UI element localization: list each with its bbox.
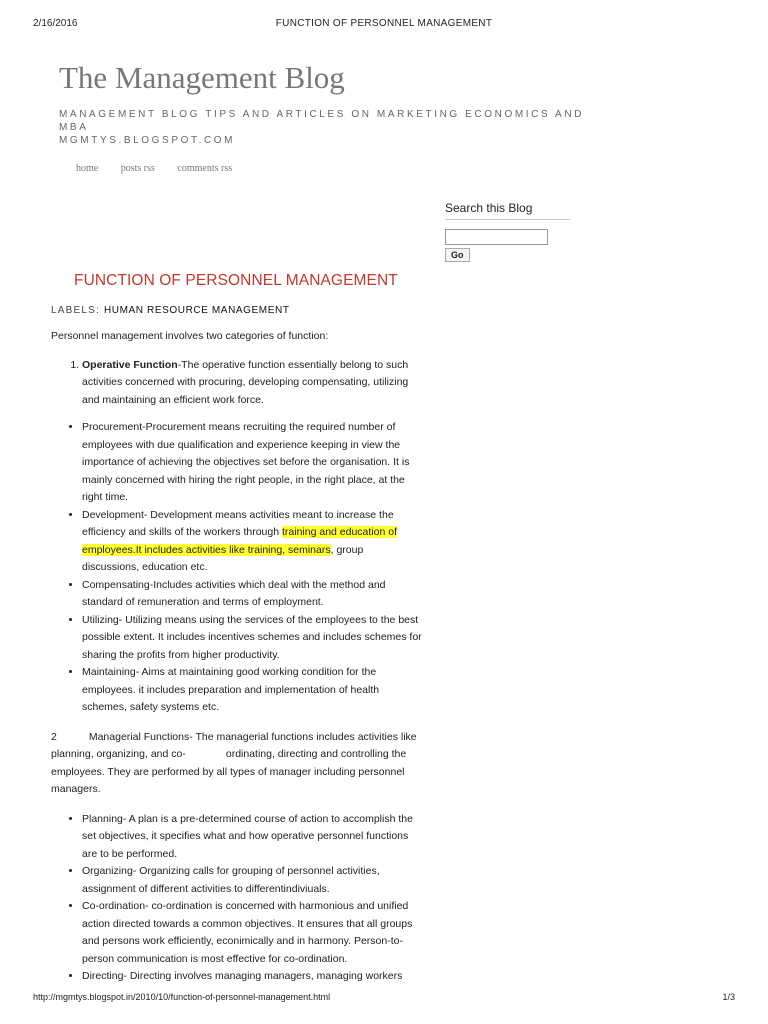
blog-description-line2: MGMTYS.BLOGSPOT.COM (59, 135, 236, 146)
blog-description-line1: MANAGEMENT BLOG TIPS AND ARTICLES ON MARKETING ECONOMICS AND MBA (59, 109, 584, 133)
search-widget-title: Search this Blog (445, 201, 570, 220)
blog-title[interactable]: The Management Blog (59, 60, 345, 95)
post-intro: Personnel management involves two categories of function: (51, 330, 329, 342)
managerial-subitems (51, 811, 423, 986)
print-header-title: FUNCTION OF PERSONNEL MANAGEMENT (275, 18, 493, 29)
sidebar (445, 201, 570, 263)
operative-list (51, 357, 423, 410)
list-item-planning: • Planning- A plan is a pre-determined course of action to accomplish the set objectives, it specifies what and how operative personnel functions are to be performed. (82, 811, 423, 864)
post-body (51, 328, 423, 986)
list-item-directing: • Directing- Directing involves managing managers, managing workers (82, 968, 423, 986)
list-item-development (82, 507, 423, 577)
print-page-number: 1/3 (722, 992, 735, 1002)
managerial-functions-paragraph (51, 729, 423, 799)
nav-posts-rss-link[interactable]: posts rss (120, 163, 155, 174)
labels-prefix: LABELS: (51, 305, 100, 316)
search-input[interactable] (445, 229, 548, 245)
operative-function-item (82, 357, 423, 410)
go-button[interactable]: Go (445, 248, 470, 262)
managerial-number: 2 (51, 730, 57, 743)
highlighted-text: training and education of employees.It includes activities like training, seminars (82, 526, 398, 556)
label-link[interactable]: HUMAN RESOURCE MANAGEMENT (103, 305, 290, 316)
list-item-coordination: • Co-ordination- co-ordination is concerned with harmonious and unified action directed towards a common objectives. It ensures that all groups and persons work efficiently, econimically and in harmony. Person-to-person communication is most effective for co-ordination. (82, 898, 423, 968)
managerial-text-a: Managerial Functions- The managerial functions includes activities like planning, organizing, and co- (51, 730, 417, 760)
nav-home-link[interactable]: home (76, 163, 99, 174)
list-item-compensating: • Compensating-Includes activities which deal with the method and standard of remuneration and terms of employment. (82, 577, 423, 612)
print-footer-url: http://mgmtys.blogspot.in/2010/10/function-of-personnel-management.html (33, 992, 331, 1002)
print-date: 2/16/2016 (33, 18, 78, 29)
operative-heading: Operative Function (82, 358, 178, 371)
operative-subitems (51, 419, 423, 717)
operative-text: -The operative function essentially belong to such activities concerned with procuring, developing compensating, utilizing and maintaining an efficient work force. (82, 358, 409, 406)
blog-description (59, 108, 599, 147)
list-item-utilizing: • Utilizing- Utilizing means using the services of the employees to the best possible extent. It includes incentives schemes and includes schemes for sharing the profits from higher productivity. (82, 612, 423, 665)
development-text-end: , group discussions, education etc. (82, 543, 364, 573)
nav-comments-rss-link[interactable]: comments rss (177, 163, 233, 174)
managerial-text-b: ordinating, directing and controlling the employees. They are performed by all types of manager including personnel managers. (51, 748, 407, 795)
post-labels (51, 305, 290, 316)
development-text-start: Development- Development means activities meant to increase the efficiency and skills of the workers through (82, 508, 394, 538)
list-item-procurement: • Procurement-Procurement means recruiting the required number of employees with due qualification and experience keeping in view the importance of achieving the objectives set before the organisation. It is mainly concerned with hiring the right people, in the right place, at the right time. (82, 419, 423, 507)
post-title[interactable]: FUNCTION OF PERSONNEL MANAGEMENT (74, 272, 398, 289)
list-item-organizing: • Organizing- Organizing calls for grouping of personnel activities, assignment of different activities to differentindiviuals. (82, 863, 423, 898)
list-item-maintaining: • Maintaining- Aims at maintaining good working condition for the employees. it includes preparation and implementation of health schemes, safety systems etc. (82, 664, 423, 717)
top-nav (76, 163, 252, 174)
